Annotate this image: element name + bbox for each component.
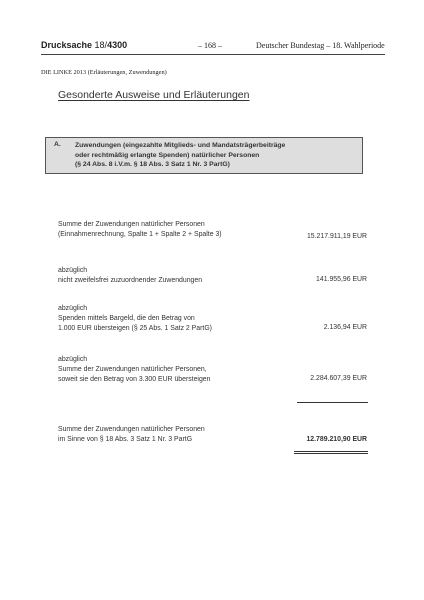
page-number: – 168 – (198, 41, 222, 50)
section-heading-line: oder rechtmäßig erlangte Spenden) natürlicher Personen (75, 151, 260, 159)
row-label-line: soweit sie den Betrag von 3.300 EUR übersteigen (58, 376, 211, 383)
sum-divider (297, 402, 368, 403)
section-heading-line: (§ 24 Abs. 8 i.V.m. § 18 Abs. 3 Satz 1 Nr. 3 PartG) (75, 161, 230, 168)
section-title: Gesonderte Ausweise und Erläuterungen (58, 89, 250, 101)
section-heading-line: Zuwendungen (eingezahlte Mitglieds- und Mandatsträgerbeiträge (75, 142, 286, 149)
row-label-line: abzüglich (58, 356, 88, 363)
header-divider (41, 54, 385, 55)
row-label-line: (Einnahmenrechnung, Spalte 1 + Spalte 2 + Spalte 3) (58, 231, 222, 238)
drucksache-label: Drucksache (41, 40, 93, 50)
drucksache-number (41, 40, 127, 50)
section-letter: A. (54, 141, 61, 148)
drucksache-id: 4300 (107, 40, 128, 50)
row-label-line: Spenden mittels Bargeld, die den Betrag von (58, 315, 195, 322)
row-label-unassignable (58, 266, 288, 286)
row-label-line: 1.000 EUR übersteigen (§ 25 Abs. 1 Satz 2 PartG) (58, 325, 212, 332)
row-value-total-contributions: 15.217.911,19 EUR (306, 233, 367, 240)
row-value-cash-donations: 2.136,94 EUR (323, 324, 367, 331)
publisher-line: Deutscher Bundestag – 18. Wahlperiode (256, 41, 385, 50)
total-label-line: im Sinne von § 18 Abs. 3 Satz 1 Nr. 3 PartG (58, 436, 193, 443)
total-value: 12.789.210,90 EUR (306, 436, 367, 443)
row-label-over-threshold (58, 355, 288, 385)
total-label-line: Summe der Zuwendungen natürlicher Personen (58, 426, 205, 433)
total-label (58, 425, 288, 445)
document-label: DIE LINKE 2013 (Erläuterungen, Zuwendungen) (41, 69, 167, 76)
section-heading (75, 141, 360, 170)
row-label-line: Summe der Zuwendungen natürlicher Personen (58, 221, 205, 228)
row-value-over-threshold: 2.284.607,39 EUR (310, 375, 367, 382)
row-value-unassignable: 141.955,96 EUR (316, 276, 367, 283)
row-label-cash-donations (58, 304, 288, 334)
row-label-line: abzüglich (58, 267, 88, 274)
row-label-line: Summe der Zuwendungen natürlicher Personen, (58, 366, 207, 373)
row-label-line: nicht zweifelsfrei zuzuordnender Zuwendungen (58, 277, 203, 284)
total-double-underline (294, 453, 368, 454)
total-double-underline (294, 451, 368, 452)
row-label-total-contributions (58, 220, 288, 240)
row-label-line: abzüglich (58, 305, 88, 312)
drucksache-prefix: 18/ (94, 40, 108, 50)
